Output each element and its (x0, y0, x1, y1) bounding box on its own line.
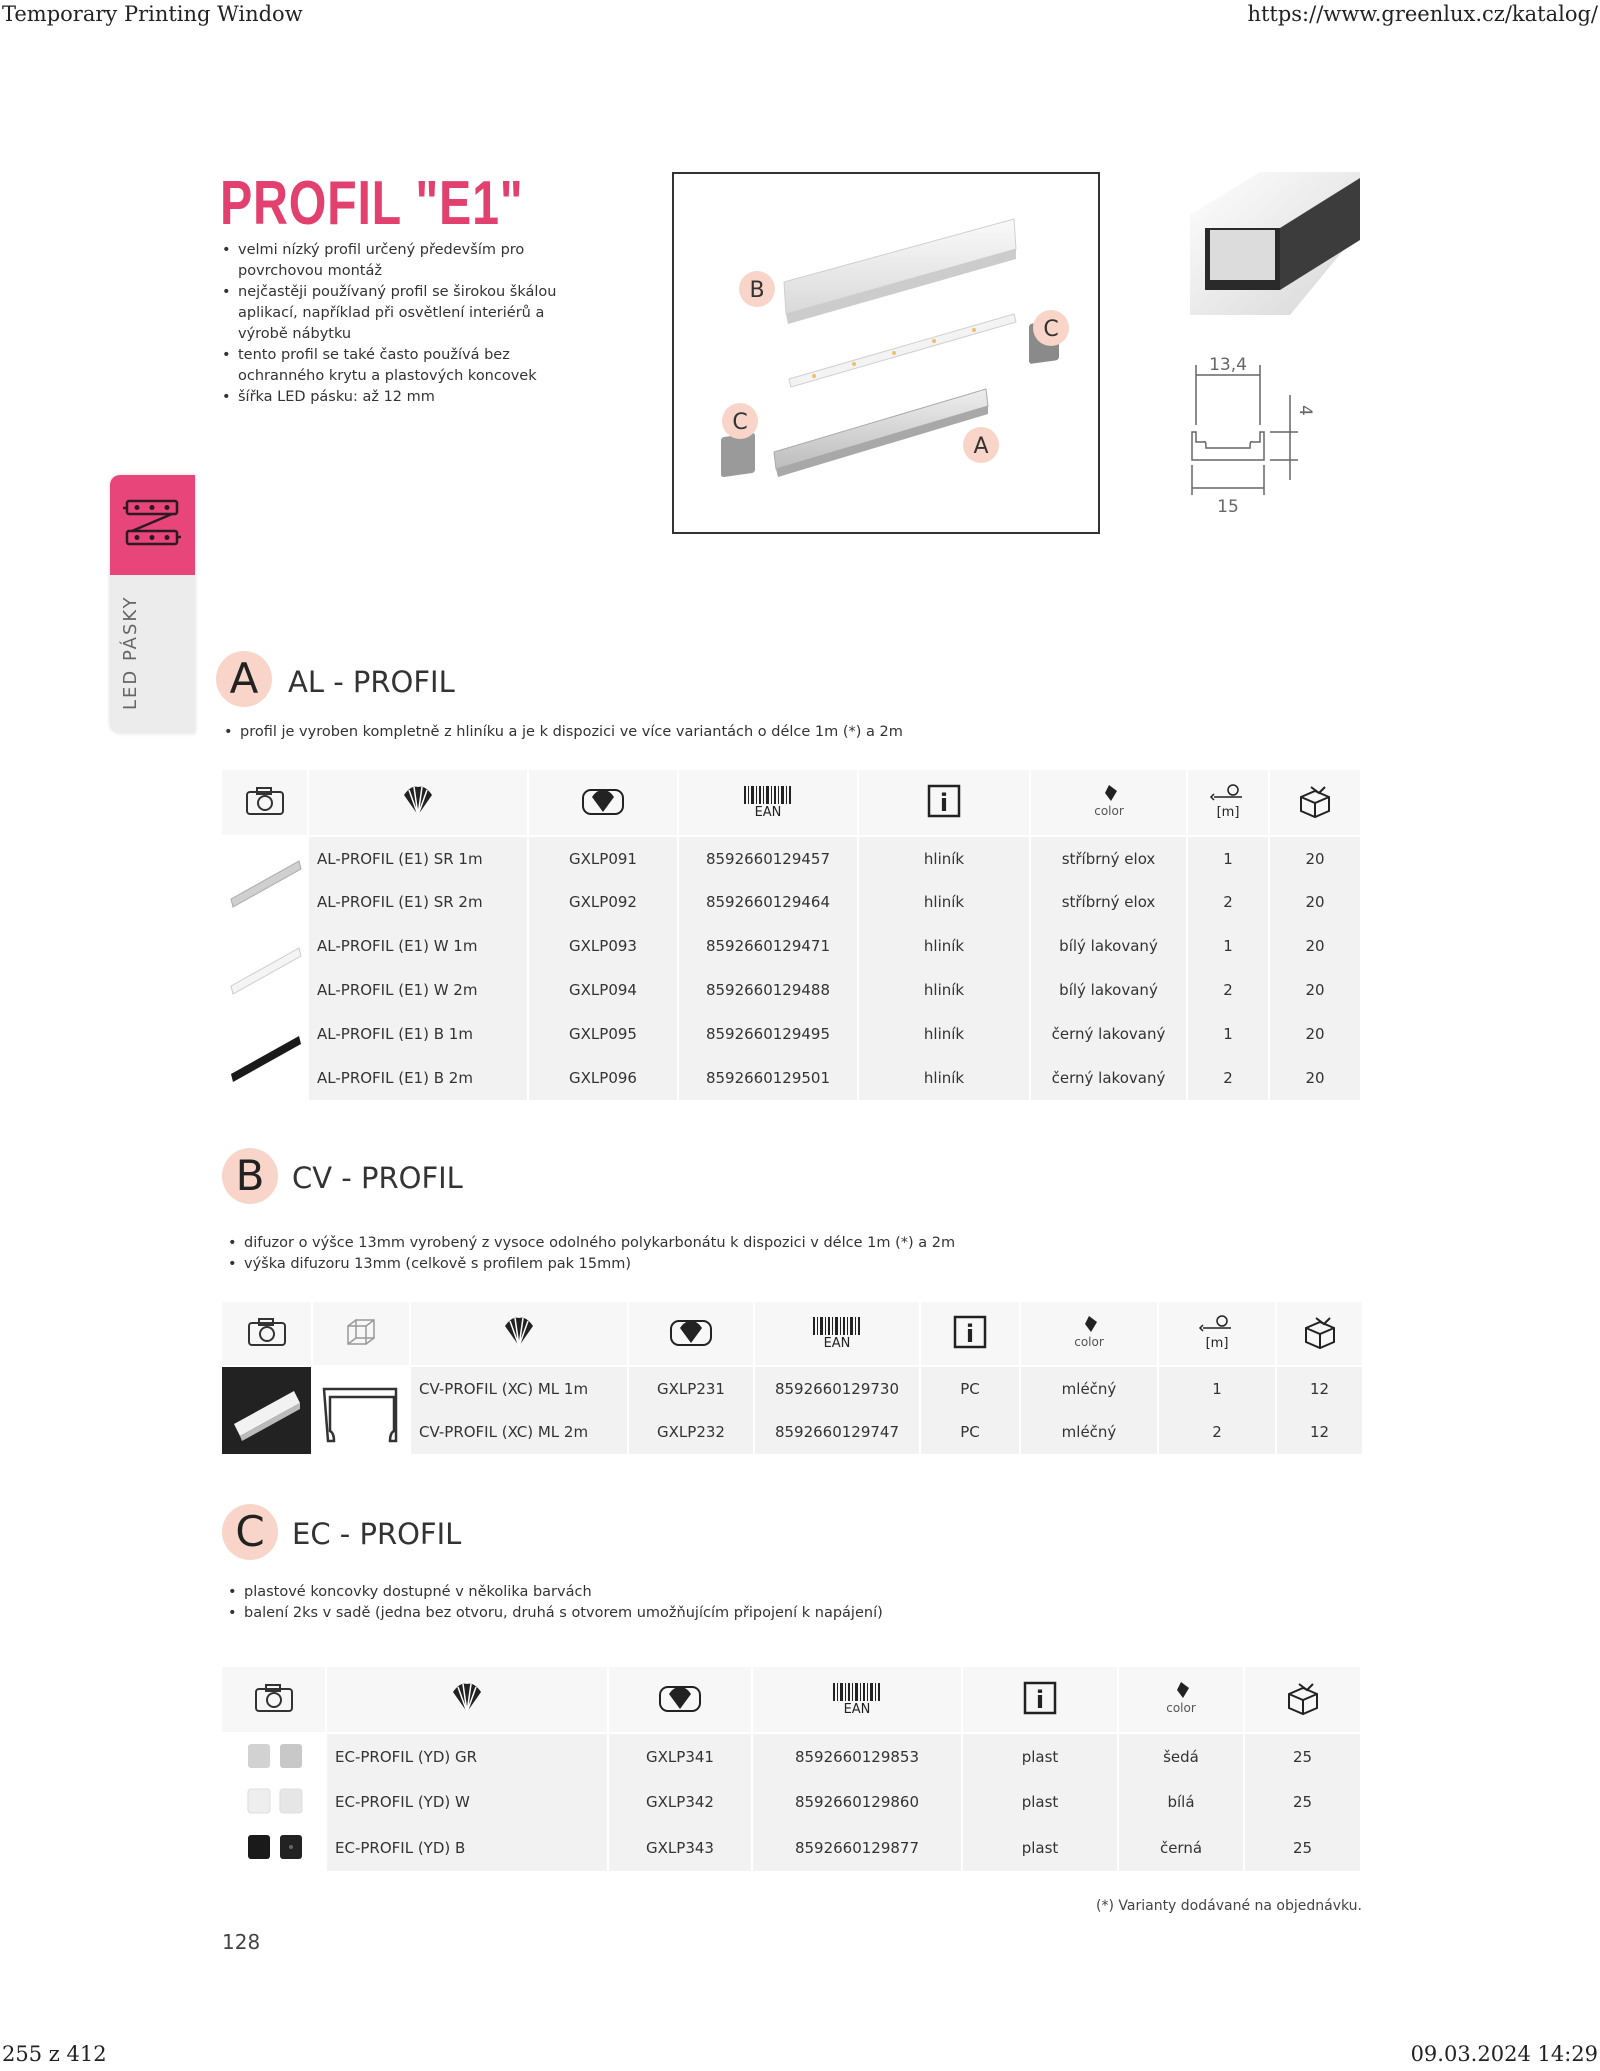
product-qty: 25 (1292, 1747, 1313, 1766)
svg-text:C: C (1043, 317, 1059, 342)
product-ean: 8592660129853 (752, 1733, 962, 1779)
info-icon (920, 1302, 1020, 1366)
product-material: hliník (858, 968, 1030, 1012)
product-thumbnail (222, 1779, 326, 1825)
callout-c-right (1033, 310, 1069, 346)
product-qty: 20 (1305, 893, 1325, 911)
color-icon (1118, 1667, 1244, 1733)
package-icon (1276, 1302, 1362, 1366)
section-c-badge: C (222, 1504, 278, 1560)
bullet: • výška difuzoru 13mm (celkově s profilem pak 15mm) (244, 1254, 1344, 1275)
product-qty: 12 (1309, 1423, 1330, 1441)
product-length: 1 (1187, 924, 1269, 968)
svg-text:[m]: [m] (1205, 1335, 1229, 1350)
product-code: GXLP343 (608, 1825, 752, 1871)
callout-b (739, 271, 775, 307)
color-icon (1030, 770, 1187, 836)
category-tab (110, 475, 195, 733)
info-icon (858, 770, 1030, 836)
svg-text:color: color (1074, 1334, 1104, 1349)
product-name: EC-PROFIL (YD) B (326, 1825, 608, 1871)
product-qty: 20 (1305, 1069, 1325, 1087)
bullet: • difuzor o výšce 13mm vyrobený z vysoce odolného polykarbonátu k dispozici v délce 1m (*) a 2m (244, 1233, 1344, 1254)
dim-inner-width: 13,4 (1209, 355, 1247, 375)
product-ean: 8592660129495 (678, 1012, 858, 1056)
product-color: černý lakovaný (1030, 1056, 1187, 1100)
ean-barcode-icon (754, 1302, 920, 1366)
product-bullets (220, 240, 598, 408)
product-ean: 8592660129730 (754, 1366, 920, 1410)
product-color: mléčný (1020, 1366, 1158, 1410)
product-name: AL-PROFIL (E1) B 1m (308, 1012, 528, 1056)
bullet: • tento profil se také často používá bez ochranného krytu a plastových koncovek (238, 345, 598, 387)
shell-code-icon (528, 770, 678, 836)
section-b-title: CV - PROFIL (292, 1161, 463, 1195)
product-qty: 20 (1305, 849, 1325, 868)
table-al-profil (222, 770, 1360, 1100)
product-code: GXLP094 (528, 968, 678, 1012)
product-color: bílý lakovaný (1030, 968, 1187, 1012)
shell-icon (410, 1302, 628, 1366)
product-material: hliník (858, 836, 1030, 880)
page-counter: 255 z 412 (2, 2042, 107, 2066)
page-number: 128 (222, 1930, 261, 1954)
svg-text:C: C (732, 410, 748, 435)
shell-icon (326, 1667, 608, 1733)
product-thumbnail (222, 1733, 326, 1779)
svg-text:B: B (749, 278, 765, 303)
product-ean: 8592660129471 (678, 924, 858, 968)
section-b-badge: B (222, 1148, 278, 1204)
callout-a (963, 427, 999, 463)
product-length: 2 (1187, 968, 1269, 1012)
product-length: 2 (1187, 1056, 1269, 1100)
svg-text:color: color (1166, 1700, 1196, 1715)
product-ean: 8592660129747 (754, 1410, 920, 1454)
product-code: GXLP232 (628, 1410, 754, 1454)
bullet: • profil je vyroben kompletně z hliníku a je k dispozici ve více variantách o délce 1m (*) a 2m (240, 722, 1340, 743)
product-thumbnail (222, 924, 308, 1012)
product-material: hliník (858, 924, 1030, 968)
shell-icon (308, 770, 528, 836)
product-material: PC (920, 1366, 1020, 1410)
product-qty: 25 (1292, 1793, 1313, 1811)
product-qty: 20 (1305, 981, 1325, 999)
section-b-bullets (226, 1233, 1344, 1275)
bullet: • velmi nízký profil určený především pro povrchovou montáž (238, 240, 598, 282)
product-thumbnail (222, 836, 308, 924)
info-icon (962, 1667, 1118, 1733)
product-thumbnail (222, 1366, 312, 1454)
product-code: GXLP091 (528, 836, 678, 880)
product-color: šedá (1118, 1733, 1244, 1779)
section-a-bullets (222, 722, 1340, 743)
length-icon (1158, 1302, 1276, 1366)
product-color: stříbrný elox (1030, 880, 1187, 924)
product-ean: 8592660129464 (678, 880, 858, 924)
svg-text:A: A (973, 434, 989, 459)
table-cv-profil (222, 1302, 1362, 1454)
product-name: AL-PROFIL (E1) B 2m (308, 1056, 528, 1100)
product-thumbnail (222, 1012, 308, 1100)
cube-icon (312, 1302, 410, 1366)
camera-icon (222, 1667, 326, 1733)
product-qty: 20 (1305, 1025, 1325, 1043)
product-color: černý lakovaný (1030, 1012, 1187, 1056)
product-ean: 8592660129860 (752, 1779, 962, 1825)
product-color: černá (1118, 1825, 1244, 1871)
product-name: AL-PROFIL (E1) W 2m (308, 968, 528, 1012)
exploded-profile-image (674, 174, 1098, 532)
product-name: AL-PROFIL (E1) W 1m (308, 924, 528, 968)
product-length: 2 (1187, 880, 1269, 924)
led-strip-icon (110, 475, 195, 575)
product-material: plast (962, 1779, 1118, 1825)
shell-code-icon (628, 1302, 754, 1366)
product-material: hliník (858, 1012, 1030, 1056)
product-length: 1 (1187, 1012, 1269, 1056)
product-name: CV-PROFIL (XC) ML 2m (410, 1410, 628, 1454)
product-ean: 8592660129488 (678, 968, 858, 1012)
svg-text:[m]: [m] (1216, 804, 1240, 819)
svg-text:i: i (1035, 1685, 1045, 1714)
product-name: AL-PROFIL (E1) SR 2m (308, 880, 528, 924)
camera-icon (222, 770, 308, 836)
product-color: bílý lakovaný (1030, 924, 1187, 968)
page-url[interactable]: https://www.greenlux.cz/katalog/ (1247, 2, 1598, 26)
print-datetime: 09.03.2024 14:29 (1410, 2042, 1598, 2066)
product-ean: 8592660129877 (752, 1825, 962, 1871)
section-c-title: EC - PROFIL (292, 1517, 462, 1551)
section-c-bullets (226, 1582, 1344, 1624)
product-code: GXLP342 (608, 1779, 752, 1825)
category-tab-label: LED PÁSKY (120, 595, 141, 710)
ean-barcode-icon (752, 1667, 962, 1733)
length-icon (1187, 770, 1269, 836)
bullet: • balení 2ks v sadě (jedna bez otvoru, druhá s otvorem umožňujícím připojení k napájení) (244, 1603, 1344, 1624)
color-icon (1020, 1302, 1158, 1366)
camera-icon (222, 1302, 312, 1366)
callout-c-left (722, 403, 758, 439)
dim-height: 4 (1295, 405, 1315, 416)
product-code: GXLP341 (608, 1733, 752, 1779)
svg-text:EAN: EAN (843, 1701, 871, 1715)
product-name: EC-PROFIL (YD) W (326, 1779, 608, 1825)
product-qty: 20 (1305, 937, 1325, 955)
product-ean: 8592660129501 (678, 1056, 858, 1100)
bullet: • nejčastěji používaný profil se širokou škálou aplikací, například při osvětlení interiérů a výrobě nábytku (238, 282, 598, 345)
ean-barcode-icon (678, 770, 858, 836)
svg-text:EAN: EAN (823, 1335, 851, 1349)
table-ec-profil (222, 1667, 1360, 1871)
product-code: GXLP095 (528, 1012, 678, 1056)
product-ean: 8592660129457 (678, 836, 858, 880)
product-title: PROFIL "E1" (220, 169, 524, 238)
product-material: PC (920, 1410, 1020, 1454)
profile-cross-section (1160, 170, 1360, 540)
product-qty: 12 (1309, 1379, 1330, 1398)
section-a-title: AL - PROFIL (288, 665, 455, 699)
product-name: CV-PROFIL (XC) ML 1m (410, 1366, 628, 1410)
product-material: hliník (858, 880, 1030, 924)
product-color: mléčný (1020, 1410, 1158, 1454)
product-name: EC-PROFIL (YD) GR (326, 1733, 608, 1779)
product-code: GXLP096 (528, 1056, 678, 1100)
shell-code-icon (608, 1667, 752, 1733)
window-title: Temporary Printing Window (2, 2, 303, 26)
package-icon (1269, 770, 1360, 836)
footnote: (*) Varianty dodávané na objednávku. (1096, 1898, 1362, 1914)
section-a-badge: A (216, 651, 272, 707)
diffuser-section-drawing (312, 1366, 410, 1454)
svg-text:i: i (939, 788, 949, 817)
product-code: GXLP231 (628, 1366, 754, 1410)
bullet: • šířka LED pásku: až 12 mm (238, 387, 598, 408)
product-name: AL-PROFIL (E1) SR 1m (308, 836, 528, 880)
product-thumbnail (222, 1825, 326, 1871)
product-material: plast (962, 1733, 1118, 1779)
package-icon (1244, 1667, 1360, 1733)
assembly-illustration (672, 172, 1100, 534)
product-length: 2 (1158, 1410, 1276, 1454)
product-length: 1 (1158, 1366, 1276, 1410)
product-code: GXLP093 (528, 924, 678, 968)
category-tab-accent (110, 475, 195, 575)
product-length: 1 (1187, 836, 1269, 880)
bullet: • plastové koncovky dostupné v několika barvách (244, 1582, 1344, 1603)
svg-text:i: i (965, 1319, 975, 1348)
svg-text:EAN: EAN (754, 804, 782, 818)
product-color: stříbrný elox (1030, 836, 1187, 880)
product-code: GXLP092 (528, 880, 678, 924)
dim-outer-width: 15 (1217, 497, 1239, 517)
product-material: plast (962, 1825, 1118, 1871)
product-color: bílá (1118, 1779, 1244, 1825)
product-material: hliník (858, 1056, 1030, 1100)
svg-text:color: color (1093, 803, 1124, 818)
product-qty: 25 (1292, 1839, 1313, 1857)
